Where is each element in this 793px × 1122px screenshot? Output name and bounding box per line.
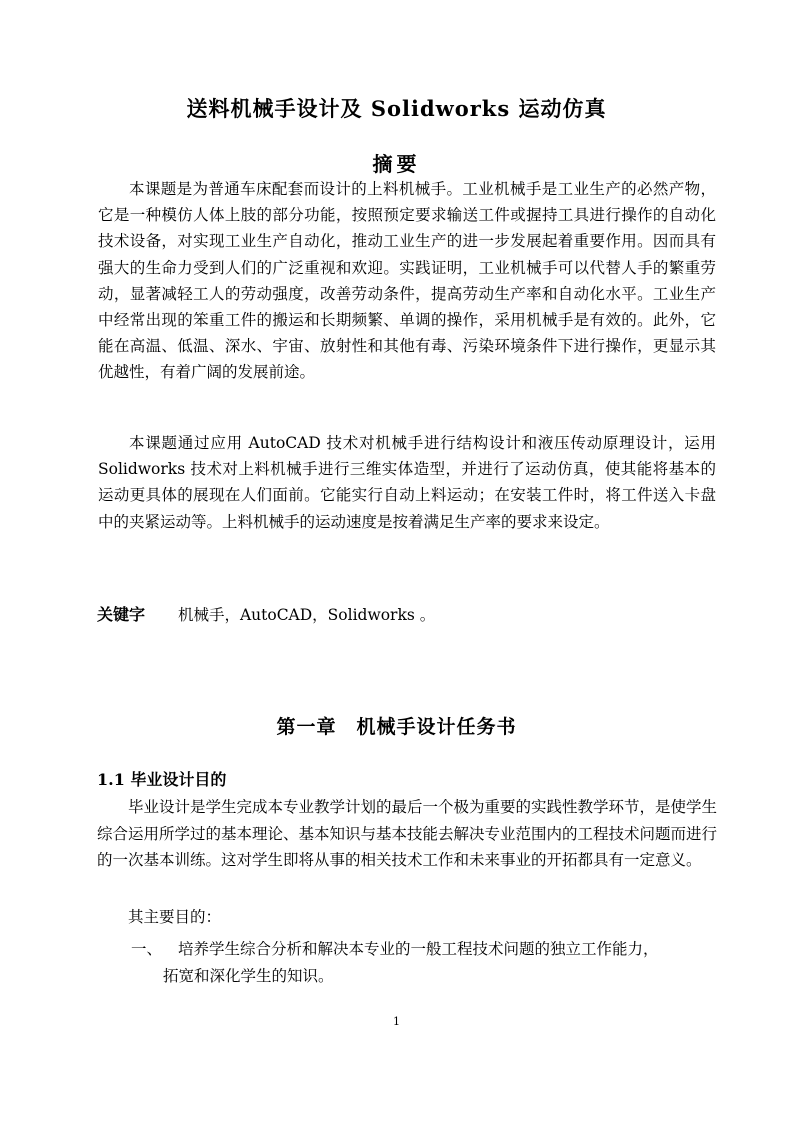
section-title: 1.1 毕业设计目的	[97, 770, 227, 789]
list-item	[131, 936, 717, 990]
list-item-line-2: 拓宽和深化学生的知识。	[163, 967, 334, 985]
keywords-label: 关键字	[97, 605, 146, 624]
abstract-heading: 摘要	[372, 152, 421, 176]
section-paragraph-2: 其主要目的：	[128, 908, 222, 926]
list-item-line-1: 培养学生综合分析和解决本专业的一般工程技术问题的独立工作能力，	[178, 940, 659, 958]
page-number: 1	[393, 1015, 400, 1028]
keywords-line	[97, 602, 717, 628]
section-paragraph-1: 毕业设计是学生完成本专业教学计划的最后一个极为重要的实践性教学环节，是使学生综合运用所学过的基本理论、基本知识与基本技能去解决专业范围内的工程技术问题而进行的一次基本训练。这对学生即将从事的相关技术工作和未来事业的开拓都具有一定意义。	[97, 798, 718, 869]
document-title: 送料机械手设计及 Solidworks 运动仿真	[186, 96, 607, 121]
abstract-paragraph-1: 本课题是为普通车床配套而设计的上料机械手。工业机械手是工业生产的必然产物，它是一种模仿人体上肢的部分功能，按照预定要求输送工件或握持工具进行操作的自动化技术设备，对实现工业生产自动化，推动工业生产的进一步发展起着重要作用。因而具有强大的生命力受到人们的广泛重视和欢迎。实践证明，工业机械手可以代替人手的繁重劳动，显著减轻工人的劳动强度，改善劳动条件，提高劳动生产率和自动化水平。工业生产中经常出现的笨重工件的搬运和长期频繁、单调的操作，采用机械手是有效的。此外，它能在高温、低温、深水、宇宙、放射性和其他有毒、污染环境条件下进行操作，更显示其优越性，有着广阔的发展前途。	[98, 180, 716, 382]
abstract-paragraph-2: 本课题通过应用 AutoCAD 技术对机械手进行结构设计和液压传动原理设计，运用 Solidworks 技术对上料机械手进行三维实体造型，并进行了运动仿真，使其能将基本的运动更具体的展现在人们面前。它能实行自动上料运动；在安装工件时，将工件送入卡盘中的夹紧运动等。上料机械手的运动速度是按着满足生产率的要求来设定。	[98, 434, 716, 531]
list-item-marker: 一、	[131, 940, 163, 958]
chapter-title: 第一章 机械手设计任务书	[276, 716, 517, 738]
keywords-value: 机械手，AutoCAD，Solidworks 。	[177, 606, 436, 624]
